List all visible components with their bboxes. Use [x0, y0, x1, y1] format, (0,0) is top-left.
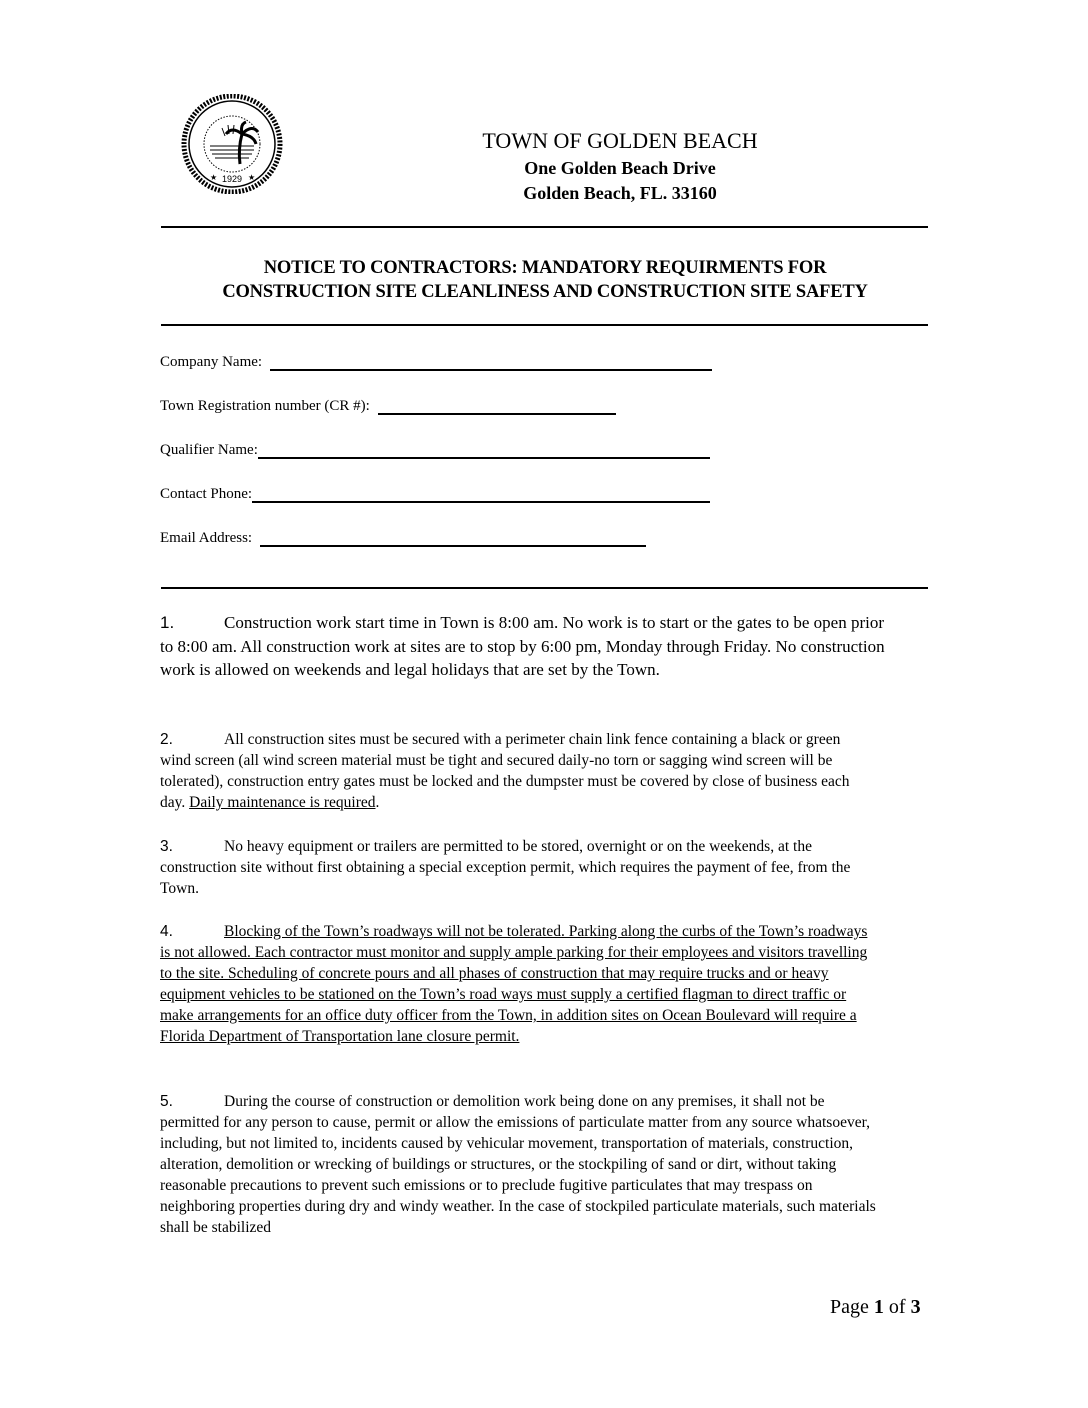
field-label: Company Name:	[160, 354, 263, 370]
requirement-item-4	[160, 921, 878, 1047]
qualifier-name-field[interactable]	[160, 442, 710, 459]
qualifier-name-input-line[interactable]	[258, 443, 710, 459]
divider	[161, 226, 928, 228]
item-number: 4.	[160, 923, 173, 940]
address-line-1: One Golden Beach Drive	[524, 158, 716, 178]
registration-number-field[interactable]	[160, 398, 616, 415]
page-label: Page	[830, 1296, 869, 1318]
requirement-item-3	[160, 836, 885, 899]
email-address-input-line[interactable]	[260, 531, 646, 547]
item-text: Construction work start time in Town is 8:00 am. No work is to start or the gates to be open prior to 8:00 am. All construction work at sites are to stop by 6:00 pm, Monday through Friday. No construction work is allowed on weekends and legal holidays that are set by the Town.	[160, 613, 885, 679]
page-number	[830, 1296, 921, 1319]
requirement-item-1	[160, 611, 885, 682]
address-line-2: Golden Beach, FL. 33160	[523, 183, 717, 203]
town-name-title: TOWN OF GOLDEN BEACH	[482, 128, 758, 153]
field-label: Qualifier Name:	[160, 442, 258, 458]
contact-phone-input-line[interactable]	[252, 487, 710, 503]
item-number: 5.	[160, 1093, 173, 1110]
notice-heading	[155, 256, 935, 304]
registration-number-input-line[interactable]	[378, 399, 616, 415]
requirement-item-2	[160, 729, 860, 813]
page-of: of	[888, 1296, 906, 1318]
company-name-input-line[interactable]	[270, 355, 712, 371]
divider	[161, 324, 928, 326]
item-number: 3.	[160, 838, 173, 855]
seal-year: 1929	[221, 174, 243, 184]
item-text: During the course of construction or demolition work being done on any premises, it shall not be permitted for any person to cause, permit or allow the emissions of particulate matter from any source whatsoever, including, but not limited to, incidents caused by vehicular movement, transportation of materials, construction, alteration, demolition or wrecking of buildings or structures, or the stockpiling of sand or dirt, without taking reasonable precautions to prevent such emissions or to preclude fugitive particulates that may trespass on neighboring properties during dry and windy weather. In the case of stockpiled particulate materials, such materials shall be stabilized	[160, 1093, 876, 1236]
email-address-field[interactable]	[160, 530, 646, 547]
item-text-tail: .	[375, 794, 380, 811]
item-text: No heavy equipment or trailers are permitted to be stored, overnight or on the weekends, at the construction site without first obtaining a special exception permit, which requires the payment of fee, from the Town.	[160, 838, 851, 897]
field-label: Contact Phone:	[160, 486, 253, 502]
svg-text:★: ★	[248, 173, 256, 182]
requirement-item-5	[160, 1091, 878, 1238]
contact-phone-field[interactable]	[160, 486, 710, 503]
item-text: All construction sites must be secured with a perimeter chain link fence containing a black or green wind screen (all wind screen material must be tight and secured daily-no torn or sagging wind screen will be tolerated), construction entry gates must be locked and the dumpster must be covered by close of business each day.	[160, 731, 850, 811]
item-emphasis: Daily maintenance is required	[189, 794, 376, 811]
field-label: Email Address:	[160, 530, 253, 546]
item-text: Blocking of the Town’s roadways will not be tolerated. Parking along the curbs of the Town’s roadways is not allowed. Each contractor must monitor and supply ample parking for their employees and visitors travelling to the site. Scheduling of concrete pours and all phases of construction that may require trucks and or heavy equipment vehicles to be stationed on the Town’s road ways must supply a certified flagman to direct traffic or make arrangements for an office duty officer from the Town, in addition sites on Ocean Boulevard will require a Florida Department of Transportation lane closure permit.	[160, 923, 868, 1045]
company-name-field[interactable]	[160, 354, 712, 371]
notice-heading-line1: NOTICE TO CONTRACTORS: MANDATORY REQUIRMENTS FOR	[263, 258, 827, 278]
divider	[161, 587, 928, 589]
field-label: Town Registration number (CR #):	[160, 398, 370, 414]
notice-heading-line2: CONSTRUCTION SITE CLEANLINESS AND CONSTRUCTION SITE SAFETY	[222, 282, 868, 302]
page-current: 1	[873, 1296, 884, 1318]
item-number: 2.	[160, 731, 173, 748]
svg-text:★: ★	[210, 173, 218, 182]
item-number: 1.	[160, 613, 175, 632]
town-seal-logo	[170, 94, 294, 194]
page-total: 3	[910, 1296, 921, 1318]
